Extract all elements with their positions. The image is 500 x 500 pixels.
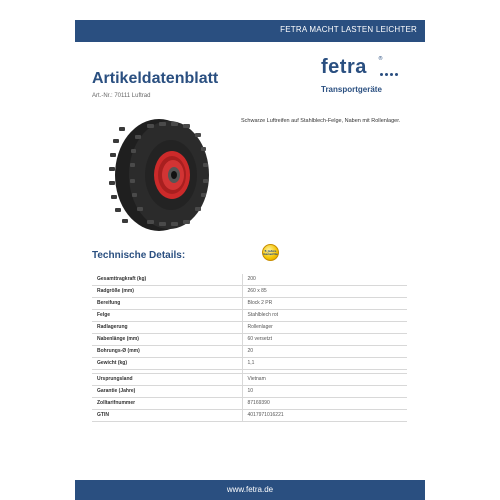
spec-label: Radlagerung [92,322,242,334]
spec-label: Gesamttragkraft (kg) [92,274,242,286]
spec-label: GTIN [92,410,242,422]
spec-row [92,286,407,298]
spec-label: Garantie (Jahre) [92,386,242,398]
document-title: Artikeldatenblatt [92,70,219,87]
spec-row [92,374,407,386]
technical-details-title: Technische Details: [92,250,186,261]
logo-word: fetra [321,56,367,78]
spec-row [92,410,407,422]
technical-details-table [92,274,407,422]
product-description: Schwarze Luftreifen auf Stahlblech-Felge, Naben mit Rollenlager. [241,118,401,124]
spec-value: 1,1 [242,358,407,370]
spec-label: Bohrungs-Ø (mm) [92,346,242,358]
article-number: Art.-Nr.: 70111 Luftrad [92,93,151,99]
spec-row [92,310,407,322]
logo-registered-mark: ® [378,56,383,62]
spec-row [92,358,407,370]
footer-url[interactable]: www.fetra.de [226,485,274,494]
spec-value: 4017971016221 [242,410,407,422]
logo-subtitle: Transportgeräte [321,85,382,94]
logo-dots-icon [380,73,400,77]
spec-value: 60 versetzt [242,334,407,346]
spec-label: Ursprungsland [92,374,242,386]
spec-value: 200 [242,274,407,286]
spec-value: 20 [242,346,407,358]
spec-label: Radgröße (mm) [92,286,242,298]
datasheet-page [75,0,425,500]
spec-row [92,346,407,358]
spec-value: Rollenlager [242,322,407,334]
spec-label: Bereifung [92,298,242,310]
spec-value: Vietnam [242,374,407,386]
spec-row [92,386,407,398]
spec-row [92,298,407,310]
spec-value: 260 x 85 [242,286,407,298]
spec-value: Stahlblech rot [242,310,407,322]
spec-row [92,274,407,286]
footer-banner [75,480,425,500]
spec-value: Block 2 PR [242,298,407,310]
spec-row [92,334,407,346]
wheel-image [99,113,224,233]
spec-row [92,398,407,410]
top-banner [75,20,425,42]
spec-value: 87169390 [242,398,407,410]
slogan: FETRA MACHT LASTEN LEICHTER [280,25,417,34]
spec-row [92,322,407,334]
spec-label: Gewicht (kg) [92,358,242,370]
spec-value: 10 [242,386,407,398]
fetra-logo [321,56,401,101]
spec-label: Nabenlänge (mm) [92,334,242,346]
warranty-badge-icon: 5 Jahre Garantie [262,244,279,261]
spec-label: Zolltarifnummer [92,398,242,410]
spec-label: Felge [92,310,242,322]
